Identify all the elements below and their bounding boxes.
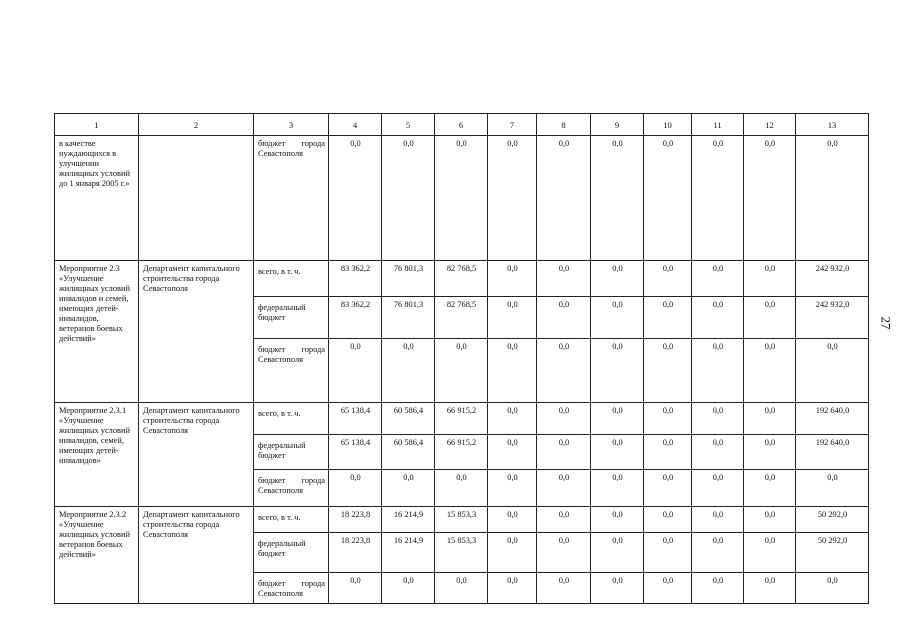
value-cell: 16 214,9 — [382, 533, 435, 573]
funding-table — [54, 113, 869, 604]
value-cell: 0,0 — [537, 261, 591, 297]
value-cell: 0,0 — [692, 470, 744, 507]
measure-cell: Мероприятие 2.3.2 «Улучшение жилищных условий ветеранов боевых действий» — [55, 507, 139, 604]
value-cell: 0,0 — [644, 507, 692, 533]
value-cell: 0,0 — [329, 339, 382, 403]
value-cell: 76 801,3 — [382, 261, 435, 297]
value-cell: 0,0 — [692, 403, 744, 435]
value-cell: 0,0 — [591, 136, 644, 261]
value-cell: 18 223,8 — [329, 533, 382, 573]
value-cell: 0,0 — [488, 339, 537, 403]
value-cell: 50 292,0 — [796, 533, 869, 573]
value-cell: 0,0 — [488, 297, 537, 339]
value-cell: 0,0 — [796, 136, 869, 261]
value-cell: 66 915,2 — [435, 403, 488, 435]
value-cell: 0,0 — [796, 573, 869, 604]
col-header: 5 — [382, 114, 435, 136]
col-header: 7 — [488, 114, 537, 136]
source-cell: федеральный бюджет — [254, 297, 329, 339]
value-cell: 0,0 — [692, 573, 744, 604]
value-cell: 0,0 — [488, 470, 537, 507]
table-row — [55, 403, 869, 435]
measure-cell: в качестве нуждающихся в улучшении жилищных условий до 1 января 2005 г.» — [55, 136, 139, 261]
value-cell: 83 362,2 — [329, 261, 382, 297]
value-cell: 0,0 — [744, 403, 796, 435]
value-cell: 0,0 — [435, 470, 488, 507]
col-header: 13 — [796, 114, 869, 136]
value-cell: 0,0 — [537, 339, 591, 403]
measure-cell: Мероприятие 2.3 «Улучшение жилищных условий инвалидов и семей, имеющих детей-инвалидов, ветеранов боевых действий» — [55, 261, 139, 403]
col-header: 9 — [591, 114, 644, 136]
value-cell: 16 214,9 — [382, 507, 435, 533]
value-cell: 0,0 — [591, 533, 644, 573]
col-header: 2 — [139, 114, 254, 136]
value-cell: 0,0 — [591, 339, 644, 403]
value-cell: 0,0 — [382, 339, 435, 403]
value-cell: 0,0 — [644, 573, 692, 604]
value-cell: 60 586,4 — [382, 435, 435, 470]
source-cell: всего, в т. ч. — [254, 261, 329, 297]
value-cell: 60 586,4 — [382, 403, 435, 435]
department-cell: Департамент капитального строительства города Севастополя — [139, 403, 254, 507]
value-cell: 0,0 — [537, 507, 591, 533]
source-cell: бюджет города Севастополя — [254, 470, 329, 507]
value-cell: 0,0 — [644, 339, 692, 403]
value-cell: 0,0 — [744, 136, 796, 261]
col-header: 1 — [55, 114, 139, 136]
value-cell: 65 138,4 — [329, 403, 382, 435]
value-cell: 0,0 — [537, 573, 591, 604]
value-cell: 0,0 — [591, 435, 644, 470]
value-cell: 0,0 — [329, 573, 382, 604]
value-cell: 0,0 — [644, 261, 692, 297]
value-cell: 15 853,3 — [435, 533, 488, 573]
value-cell: 0,0 — [382, 136, 435, 261]
department-cell: Департамент капитального строительства города Севастополя — [139, 261, 254, 403]
value-cell: 66 915,2 — [435, 435, 488, 470]
value-cell: 0,0 — [537, 403, 591, 435]
value-cell: 0,0 — [591, 261, 644, 297]
value-cell: 0,0 — [692, 136, 744, 261]
source-cell: федеральный бюджет — [254, 435, 329, 470]
source-cell: всего, в т. ч. — [254, 403, 329, 435]
header-row — [55, 114, 869, 136]
value-cell: 0,0 — [537, 297, 591, 339]
value-cell: 0,0 — [692, 507, 744, 533]
value-cell: 0,0 — [329, 470, 382, 507]
col-header: 11 — [692, 114, 744, 136]
value-cell: 0,0 — [744, 533, 796, 573]
value-cell: 82 768,5 — [435, 261, 488, 297]
value-cell: 0,0 — [435, 339, 488, 403]
value-cell: 0,0 — [796, 339, 869, 403]
value-cell: 0,0 — [329, 136, 382, 261]
value-cell: 0,0 — [744, 507, 796, 533]
value-cell: 0,0 — [591, 297, 644, 339]
value-cell: 0,0 — [744, 435, 796, 470]
value-cell: 0,0 — [537, 533, 591, 573]
value-cell: 0,0 — [644, 297, 692, 339]
value-cell: 192 640,0 — [796, 435, 869, 470]
value-cell: 0,0 — [644, 470, 692, 507]
value-cell: 0,0 — [591, 403, 644, 435]
col-header: 6 — [435, 114, 488, 136]
value-cell: 0,0 — [488, 435, 537, 470]
source-cell: бюджет города Севастополя — [254, 339, 329, 403]
value-cell: 18 223,8 — [329, 507, 382, 533]
value-cell: 0,0 — [744, 297, 796, 339]
value-cell: 50 292,0 — [796, 507, 869, 533]
table-row — [55, 507, 869, 533]
value-cell: 0,0 — [537, 136, 591, 261]
table-row — [55, 261, 869, 297]
col-header: 12 — [744, 114, 796, 136]
value-cell: 15 853,3 — [435, 507, 488, 533]
source-cell: федеральный бюджет — [254, 533, 329, 573]
value-cell: 0,0 — [488, 573, 537, 604]
value-cell: 0,0 — [435, 136, 488, 261]
value-cell: 0,0 — [692, 261, 744, 297]
value-cell: 0,0 — [744, 261, 796, 297]
value-cell: 192 640,0 — [796, 403, 869, 435]
value-cell: 0,0 — [644, 435, 692, 470]
value-cell: 0,0 — [692, 533, 744, 573]
value-cell: 0,0 — [692, 435, 744, 470]
table-row — [55, 136, 869, 261]
value-cell: 0,0 — [644, 136, 692, 261]
value-cell: 0,0 — [796, 470, 869, 507]
value-cell: 0,0 — [744, 573, 796, 604]
value-cell: 0,0 — [744, 339, 796, 403]
department-cell — [139, 136, 254, 261]
source-cell: бюджет города Севастополя — [254, 136, 329, 261]
value-cell: 0,0 — [644, 403, 692, 435]
value-cell: 0,0 — [488, 507, 537, 533]
value-cell: 0,0 — [644, 533, 692, 573]
department-cell: Департамент капитального строительства города Севастополя — [139, 507, 254, 604]
value-cell: 242 932,0 — [796, 297, 869, 339]
col-header: 8 — [537, 114, 591, 136]
col-header: 4 — [329, 114, 382, 136]
col-header: 10 — [644, 114, 692, 136]
value-cell: 83 362,2 — [329, 297, 382, 339]
value-cell: 0,0 — [591, 470, 644, 507]
value-cell: 0,0 — [692, 339, 744, 403]
value-cell: 0,0 — [488, 136, 537, 261]
source-cell: бюджет города Севастополя — [254, 573, 329, 604]
value-cell: 0,0 — [435, 573, 488, 604]
value-cell: 0,0 — [382, 470, 435, 507]
measure-cell: Мероприятие 2.3.1 «Улучшение жилищных условий инвалидов, семей, имеющих детей-инвалидов» — [55, 403, 139, 507]
value-cell: 0,0 — [591, 573, 644, 604]
source-cell: всего, в т. ч. — [254, 507, 329, 533]
value-cell: 0,0 — [488, 403, 537, 435]
value-cell: 0,0 — [744, 470, 796, 507]
page-number: 27 — [878, 316, 894, 330]
value-cell: 76 801,3 — [382, 297, 435, 339]
value-cell: 0,0 — [692, 297, 744, 339]
value-cell: 65 138,4 — [329, 435, 382, 470]
value-cell: 0,0 — [591, 507, 644, 533]
value-cell: 0,0 — [382, 573, 435, 604]
col-header: 3 — [254, 114, 329, 136]
value-cell: 0,0 — [488, 533, 537, 573]
value-cell: 242 932,0 — [796, 261, 869, 297]
value-cell: 82 768,5 — [435, 297, 488, 339]
value-cell: 0,0 — [488, 261, 537, 297]
value-cell: 0,0 — [537, 435, 591, 470]
value-cell: 0,0 — [537, 470, 591, 507]
